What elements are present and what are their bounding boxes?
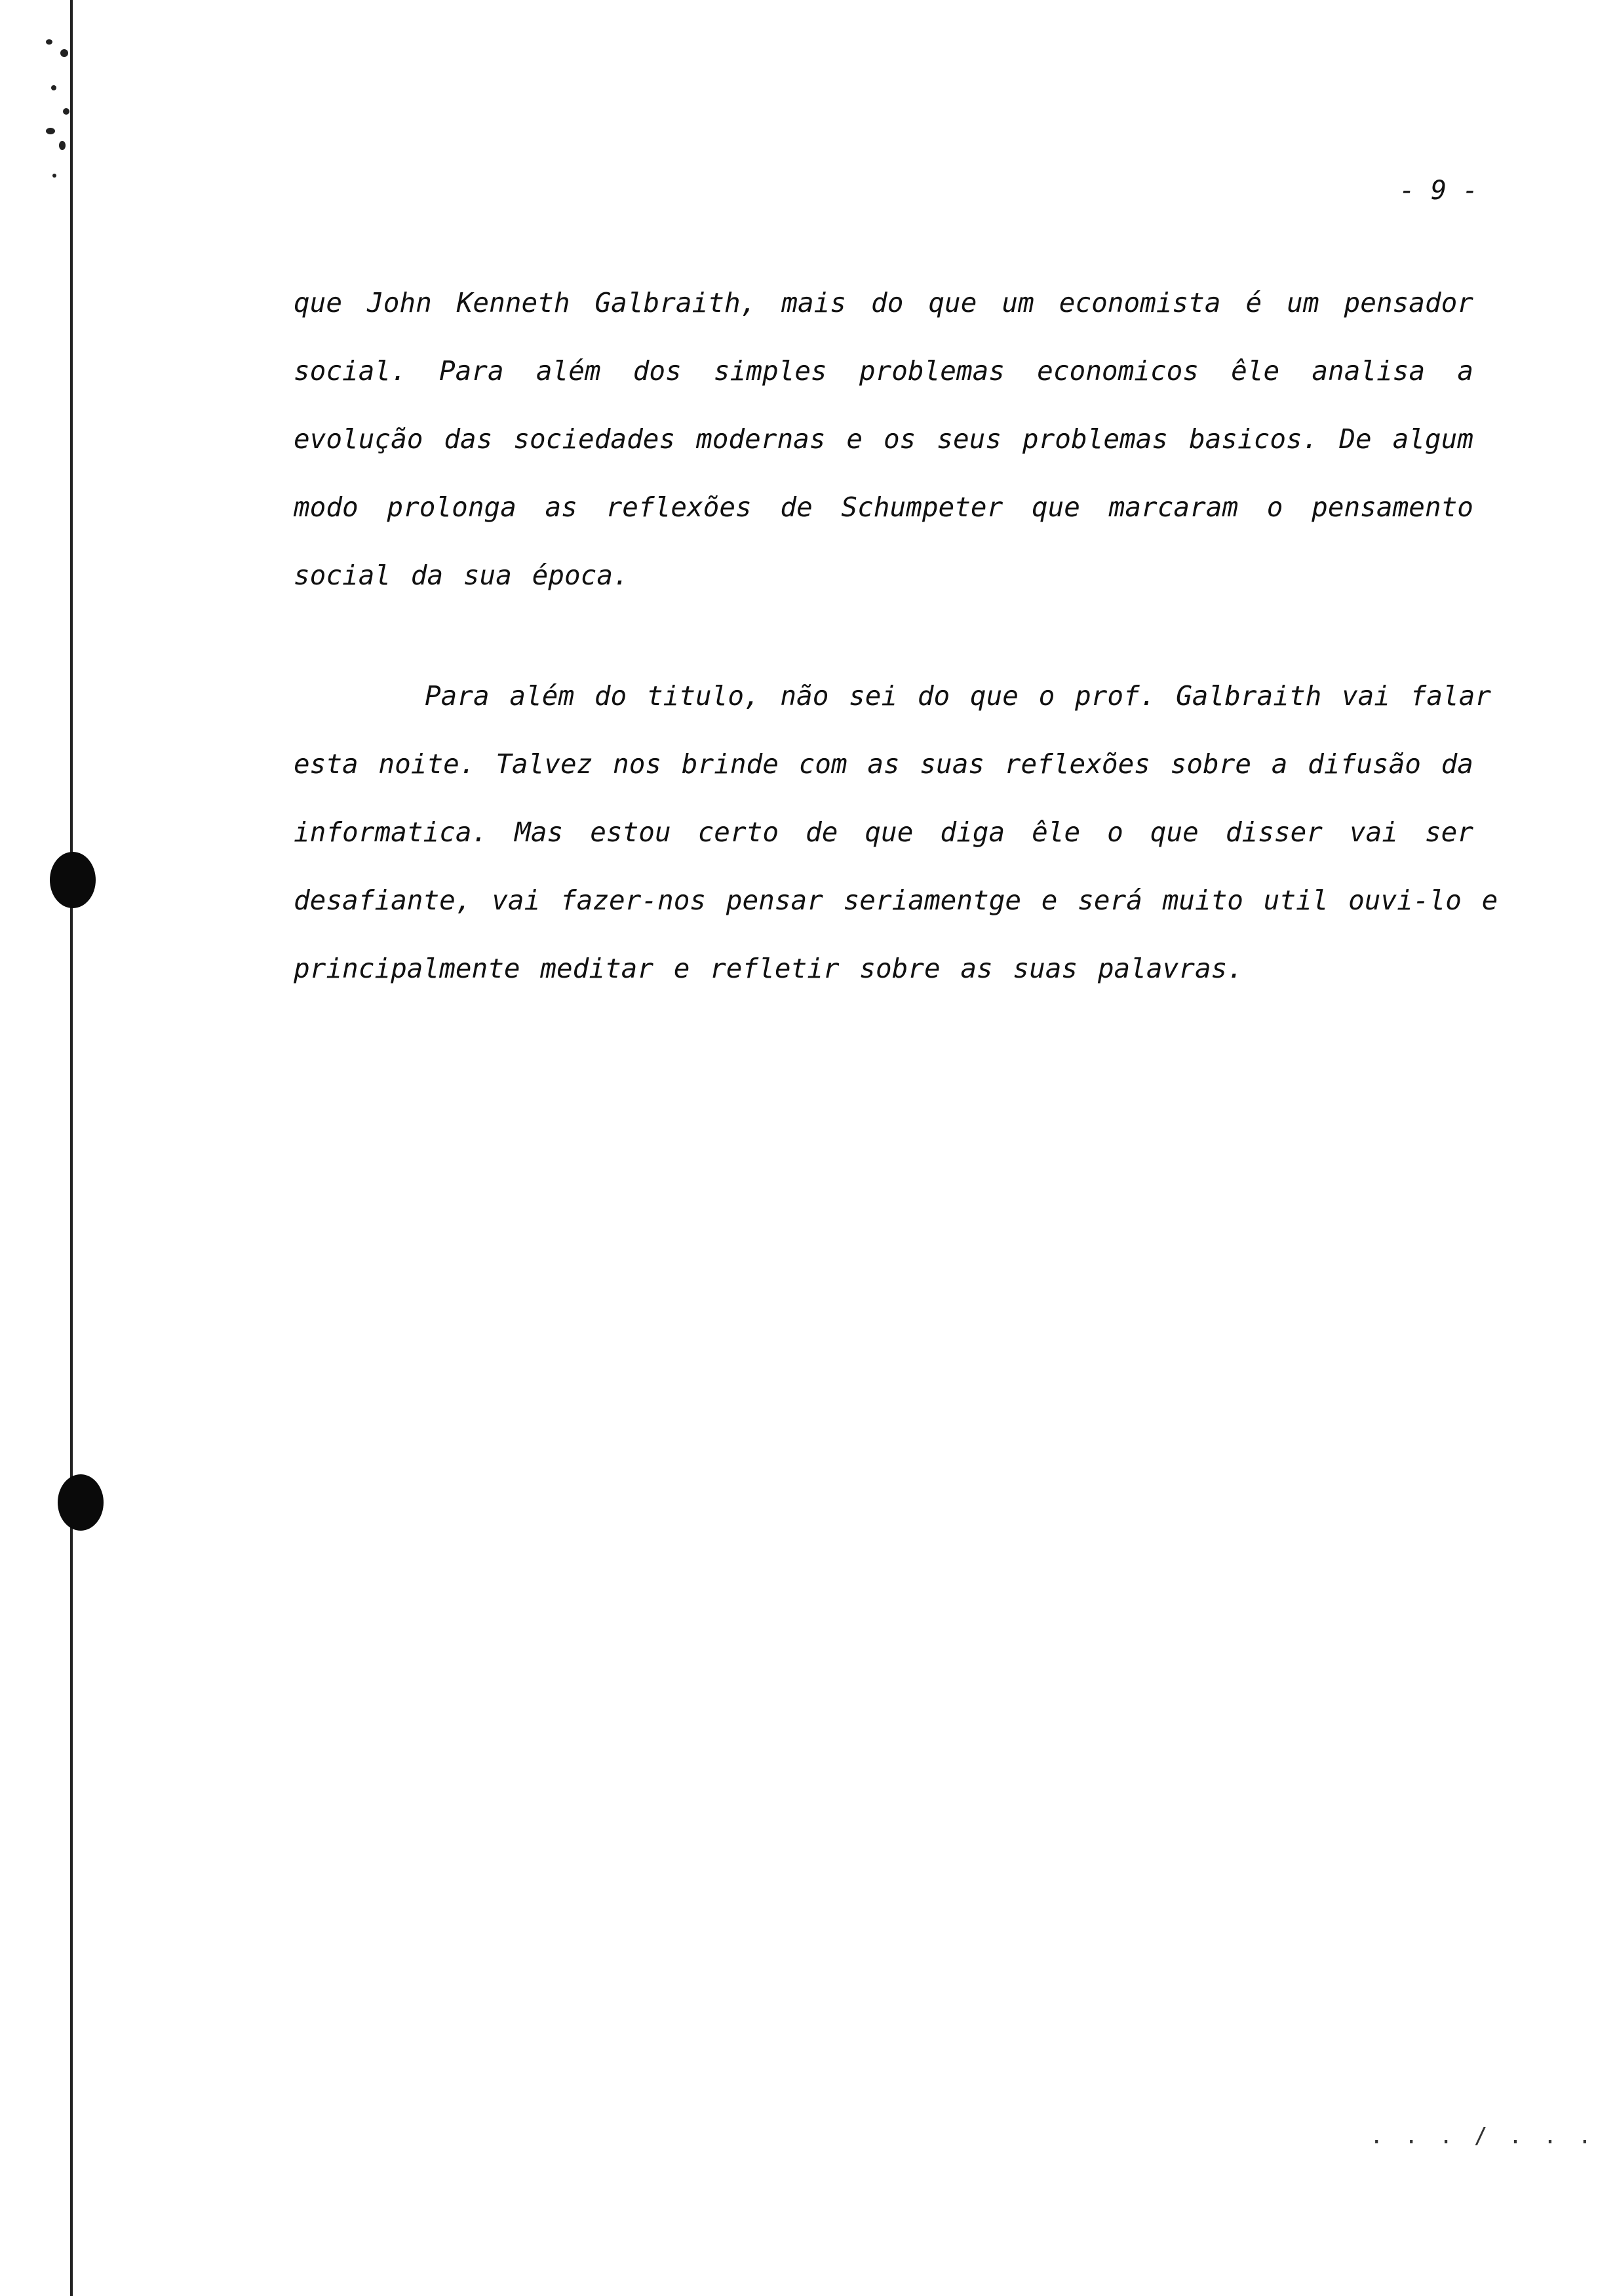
text-line: desafiante, vai fazer-nos pensar seriamentge e será muito util ouvi-lo e [294, 885, 1498, 916]
text-line: evolução das sociedades modernas e os seus problemas basicos. De algum [294, 423, 1473, 455]
scan-speck [46, 39, 52, 45]
text-line: Para além do titulo, não sei do que o prof. Galbraith vai falar [425, 680, 1492, 712]
text-line: social da sua época. [294, 560, 629, 591]
punch-hole-icon [58, 1474, 104, 1531]
text-line: esta noite. Talvez nos brinde com as suas reflexões sobre a difusão da [294, 748, 1473, 780]
paragraph-2 [294, 662, 1498, 1003]
scan-speck [60, 49, 68, 57]
text-line: que John Kenneth Galbraith, mais do que um economista é um pensador [294, 287, 1473, 318]
binder-margin-line [70, 0, 73, 2296]
text-line: social. Para além dos simples problemas economicos êle analisa a [294, 355, 1473, 387]
text-line: informatica. Mas estou certo de que diga êle o que disser vai ser [294, 816, 1473, 848]
scan-speck [52, 174, 56, 178]
scan-speck [46, 128, 55, 134]
paragraph-1 [294, 269, 1473, 609]
scan-speck [51, 85, 56, 90]
continuation-mark: . . . / . . . [1370, 2123, 1596, 2149]
page-number: - 9 - [1399, 176, 1479, 206]
text-line: principalmente meditar e refletir sobre as suas palavras. [294, 953, 1243, 984]
text-line: modo prolonga as reflexões de Schumpeter que marcaram o pensamento [294, 491, 1473, 523]
punch-hole-icon [50, 852, 96, 908]
scan-speck [59, 141, 66, 150]
scan-speck [63, 108, 69, 115]
